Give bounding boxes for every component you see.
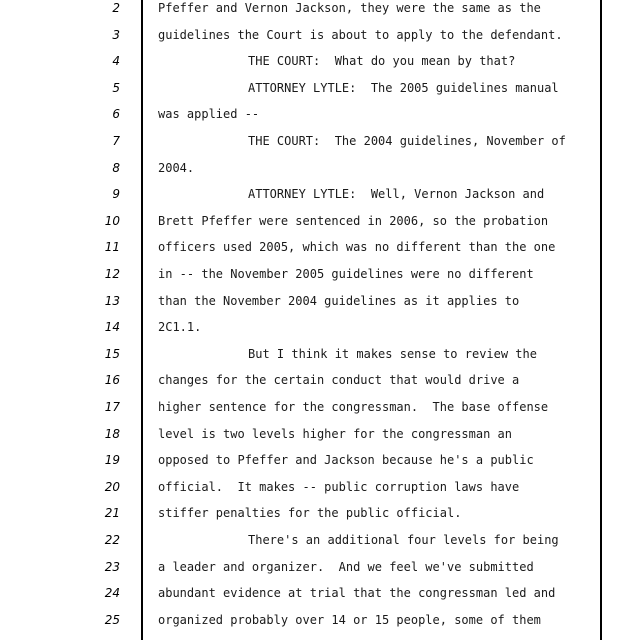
transcript-line [0,453,640,479]
transcript-line [0,187,640,213]
line-number: 15 [104,346,120,361]
line-text: But I think it makes sense to review the [248,346,537,361]
line-text: 2C1.1. [158,320,202,335]
transcript-line [0,347,640,373]
line-text: guidelines the Court is about to apply to the defendant. [158,27,563,42]
line-number: 9 [112,187,120,202]
transcript-line [0,294,640,320]
line-number: 11 [104,240,120,255]
line-text: Pfeffer and Vernon Jackson, they were the same as the [158,1,541,15]
line-text: officers used 2005, which was no different than the one [158,240,556,255]
line-number: 23 [104,559,120,574]
line-number: 5 [112,80,120,95]
line-text: a leader and organizer. And we feel we've submitted [158,559,534,574]
transcript-line [0,320,640,346]
line-number: 2 [112,1,120,15]
transcript-line [0,480,640,506]
line-text: There's an additional four levels for being [248,533,559,547]
line-text: ATTORNEY LYTLE: The 2005 guidelines manual [248,80,559,95]
line-text: 2004. [158,160,195,175]
line-text: than the November 2004 guidelines as it applies to [158,293,520,308]
transcript-line [0,81,640,107]
line-number: 10 [104,213,120,228]
transcript-line [0,161,640,187]
line-number: 8 [112,160,120,175]
line-text: Brett Pfeffer were sentenced in 2006, so the probation [158,213,549,228]
line-number: 17 [104,400,120,414]
line-number: 14 [104,320,120,335]
line-text: changes for the certain conduct that would drive a [158,373,520,388]
transcript-line [0,1,640,27]
transcript-line [0,427,640,453]
transcript-line [0,400,640,426]
line-number: 12 [104,267,120,281]
transcript-line [0,54,640,80]
line-number: 6 [112,107,120,122]
transcript-line [0,107,640,133]
transcript-line [0,214,640,240]
line-text: THE COURT: What do you mean by that? [248,54,516,69]
transcript-line [0,560,640,586]
line-text: was applied -- [158,107,260,122]
transcript-line [0,586,640,612]
transcript-line [0,240,640,266]
transcript-line [0,134,640,160]
line-number: 16 [104,373,120,388]
line-number: 19 [104,453,120,468]
line-number: 25 [104,612,120,627]
transcript-line [0,533,640,559]
line-text: THE COURT: The 2004 guidelines, November of [248,134,566,148]
line-number: 3 [112,27,120,42]
line-text: opposed to Pfeffer and Jackson because he's a public [158,453,534,468]
line-number: 18 [104,426,120,441]
transcript-line [0,506,640,532]
line-text: organized probably over 14 or 15 people, some of them [158,612,541,627]
transcript-line [0,267,640,293]
line-text: higher sentence for the congressman. The base offense [158,400,549,414]
line-text: abundant evidence at trial that the congressman led and [158,586,556,601]
line-number: 24 [104,586,120,601]
line-number: 21 [104,506,120,521]
line-number: 4 [112,54,120,69]
line-number: 22 [104,533,120,547]
line-number: 7 [112,134,120,148]
transcript-line [0,373,640,399]
transcript-line [0,28,640,54]
line-text: ATTORNEY LYTLE: Well, Vernon Jackson and [248,187,545,202]
transcript-line [0,613,640,639]
line-text: level is two levels higher for the congressman an [158,426,513,441]
line-text: in -- the November 2005 guidelines were no different [158,267,534,281]
line-number: 13 [104,293,120,308]
line-number: 20 [104,479,120,494]
line-text: stiffer penalties for the public official. [158,506,462,521]
line-text: official. It makes -- public corruption laws have [158,479,520,494]
